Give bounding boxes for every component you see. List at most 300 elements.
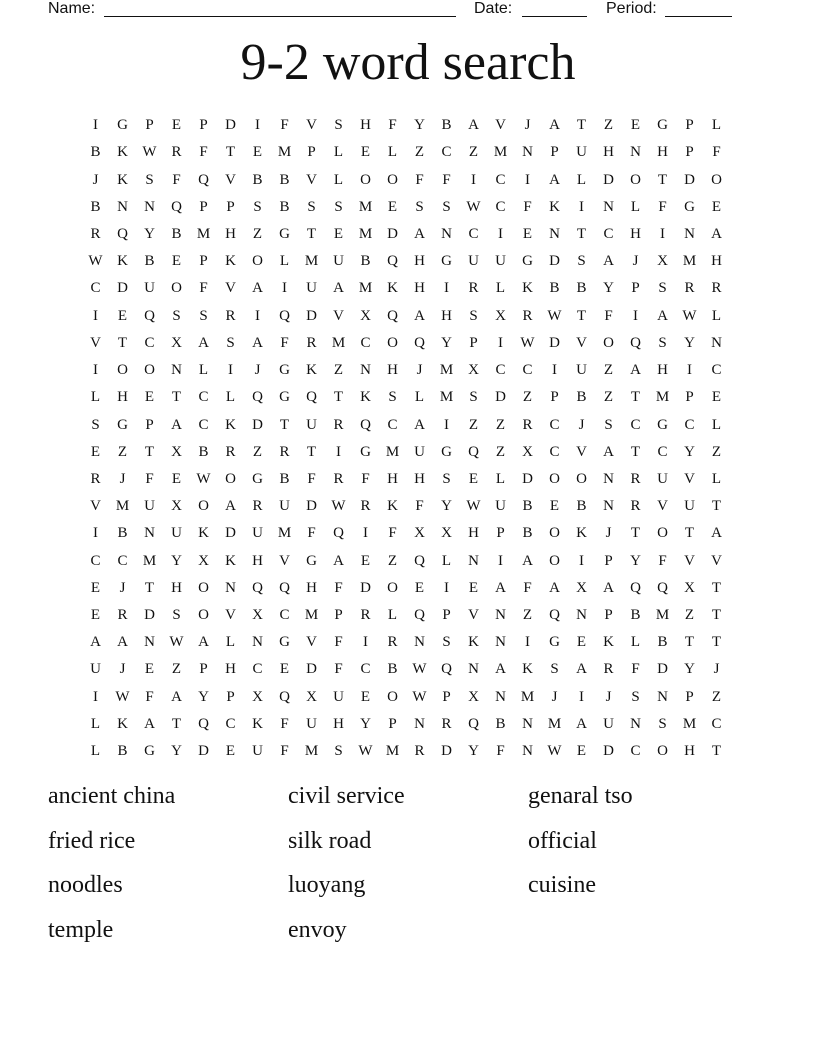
grid-letter: I bbox=[579, 552, 584, 569]
grid-letter: M bbox=[655, 607, 670, 624]
grid-letter: I bbox=[255, 117, 260, 134]
grid-letter: Z bbox=[495, 416, 506, 433]
grid-letter: Z bbox=[522, 607, 533, 624]
grid-letter: O bbox=[549, 470, 560, 487]
grid-letter: H bbox=[414, 470, 425, 487]
grid-letter: S bbox=[658, 280, 667, 297]
grid-letter: S bbox=[145, 171, 154, 188]
grid-letter: I bbox=[93, 117, 98, 134]
grid-letter: H bbox=[252, 552, 263, 569]
grid-letter: L bbox=[279, 253, 290, 270]
grid-letter: K bbox=[576, 525, 587, 542]
grid-letter: C bbox=[198, 416, 209, 433]
grid-letter: R bbox=[279, 443, 290, 460]
grid-letter: B bbox=[630, 607, 641, 624]
grid-letter: S bbox=[253, 198, 262, 215]
grid-letter: A bbox=[198, 334, 209, 351]
grid-letter: S bbox=[604, 416, 613, 433]
grid-letter: X bbox=[171, 498, 182, 515]
grid-letter: S bbox=[442, 198, 451, 215]
grid-letter: H bbox=[360, 117, 371, 134]
grid-letter: K bbox=[117, 171, 128, 188]
grid-letter: Q bbox=[468, 443, 479, 460]
grid-letter: B bbox=[279, 198, 290, 215]
grid-letter: A bbox=[495, 661, 506, 678]
grid-letter: C bbox=[252, 661, 263, 678]
grid-letter: R bbox=[414, 743, 425, 760]
grid-letter: Z bbox=[387, 552, 398, 569]
grid-letter: Y bbox=[414, 117, 425, 134]
grid-letter: J bbox=[632, 253, 639, 270]
grid-letter: N bbox=[630, 144, 641, 161]
grid-letter: U bbox=[603, 715, 614, 732]
grid-letter: Q bbox=[387, 307, 398, 324]
grid-letter: A bbox=[414, 416, 425, 433]
grid-letter: P bbox=[469, 334, 478, 351]
grid-letter: C bbox=[468, 225, 479, 242]
grid-letter: P bbox=[496, 525, 505, 542]
grid-letter: R bbox=[603, 661, 614, 678]
grid-letter: C bbox=[495, 362, 506, 379]
grid-letter: E bbox=[252, 144, 263, 161]
grid-letter: A bbox=[549, 579, 560, 596]
grid-letter: L bbox=[387, 144, 398, 161]
grid-letter: A bbox=[468, 117, 479, 134]
grid-letter: B bbox=[90, 198, 101, 215]
grid-letter: A bbox=[252, 334, 263, 351]
grid-letter: O bbox=[252, 253, 263, 270]
grid-letter: K bbox=[225, 253, 236, 270]
grid-letter: I bbox=[660, 225, 665, 242]
grid-letter: T bbox=[711, 607, 722, 624]
grid-letter: I bbox=[579, 688, 584, 705]
grid-letter: S bbox=[469, 389, 478, 406]
grid-letter: T bbox=[279, 416, 290, 433]
grid-letter: S bbox=[91, 416, 100, 433]
grid-letter: U bbox=[468, 253, 479, 270]
grid-letter: G bbox=[306, 552, 317, 569]
grid-letter: S bbox=[631, 688, 640, 705]
grid-letter: S bbox=[658, 715, 667, 732]
grid-letter: I bbox=[444, 579, 449, 596]
grid-letter: T bbox=[711, 579, 722, 596]
grid-letter: Y bbox=[360, 715, 371, 732]
grid-letter: B bbox=[144, 253, 155, 270]
grid-letter: B bbox=[117, 743, 128, 760]
grid-letter: O bbox=[144, 362, 155, 379]
grid-letter: Y bbox=[171, 743, 182, 760]
grid-letter: P bbox=[550, 389, 559, 406]
grid-letter: E bbox=[333, 225, 344, 242]
grid-letter: N bbox=[495, 607, 506, 624]
grid-letter: D bbox=[360, 579, 371, 596]
grid-letter: E bbox=[387, 198, 398, 215]
grid-letter: W bbox=[466, 498, 481, 515]
grid-letter: R bbox=[522, 307, 533, 324]
grid-letter: U bbox=[333, 253, 344, 270]
grid-letter: T bbox=[684, 634, 695, 651]
grid-letter: N bbox=[576, 607, 587, 624]
grid-letter: C bbox=[522, 362, 533, 379]
grid-letter: V bbox=[684, 470, 695, 487]
grid-letter: V bbox=[306, 634, 317, 651]
grid-letter: Z bbox=[171, 661, 182, 678]
grid-letter: V bbox=[711, 552, 722, 569]
grid-letter: W bbox=[412, 688, 427, 705]
grid-letter: F bbox=[604, 307, 613, 324]
grid-letter: D bbox=[306, 661, 317, 678]
grid-letter: L bbox=[198, 362, 209, 379]
grid-letter: J bbox=[605, 688, 612, 705]
grid-letter: H bbox=[225, 225, 236, 242]
grid-letter: N bbox=[117, 198, 128, 215]
grid-letter: O bbox=[198, 498, 209, 515]
grid-letter: K bbox=[603, 634, 614, 651]
grid-letter: O bbox=[657, 525, 668, 542]
grid-letter: F bbox=[415, 498, 424, 515]
grid-letter: R bbox=[333, 470, 344, 487]
grid-letter: O bbox=[549, 552, 560, 569]
grid-letter: H bbox=[117, 389, 128, 406]
grid-letter: I bbox=[579, 198, 584, 215]
grid-letter: T bbox=[576, 225, 587, 242]
grid-letter: C bbox=[387, 416, 398, 433]
grid-letter: P bbox=[604, 607, 613, 624]
grid-letter: E bbox=[144, 661, 155, 678]
grid-letter: O bbox=[117, 362, 128, 379]
grid-letter: G bbox=[549, 634, 560, 651]
grid-letter: V bbox=[576, 334, 587, 351]
grid-letter: X bbox=[441, 525, 452, 542]
grid-letter: G bbox=[117, 117, 128, 134]
grid-letter: F bbox=[631, 661, 640, 678]
grid-letter: Q bbox=[252, 389, 263, 406]
word-list-item: civil service bbox=[288, 783, 405, 809]
grid-letter: I bbox=[93, 525, 98, 542]
grid-letter: O bbox=[387, 688, 398, 705]
grid-letter: R bbox=[90, 470, 101, 487]
grid-letter: F bbox=[496, 743, 505, 760]
grid-letter: A bbox=[171, 416, 182, 433]
grid-letter: O bbox=[630, 171, 641, 188]
grid-letter: Q bbox=[117, 225, 128, 242]
word-list-item: ancient china bbox=[48, 783, 176, 809]
grid-letter: W bbox=[142, 144, 157, 161]
grid-letter: A bbox=[603, 579, 614, 596]
grid-letter: F bbox=[658, 552, 667, 569]
grid-letter: C bbox=[684, 416, 695, 433]
grid-letter: T bbox=[171, 715, 182, 732]
name-label: Name: bbox=[48, 0, 96, 17]
grid-letter: C bbox=[495, 198, 506, 215]
grid-letter: T bbox=[144, 579, 155, 596]
grid-letter: N bbox=[414, 634, 425, 651]
grid-letter: G bbox=[279, 362, 290, 379]
grid-letter: N bbox=[360, 362, 371, 379]
grid-letter: I bbox=[282, 280, 287, 297]
grid-letter: L bbox=[90, 743, 101, 760]
grid-letter: A bbox=[522, 552, 533, 569]
grid-letter: Q bbox=[279, 307, 290, 324]
grid-letter: T bbox=[657, 171, 668, 188]
grid-letter: C bbox=[495, 171, 506, 188]
grid-letter: B bbox=[117, 525, 128, 542]
grid-letter: N bbox=[441, 225, 452, 242]
grid-letter: I bbox=[498, 552, 503, 569]
grid-letter: I bbox=[498, 334, 503, 351]
grid-letter: E bbox=[144, 389, 155, 406]
grid-letter: C bbox=[711, 362, 722, 379]
grid-letter: M bbox=[358, 280, 373, 297]
grid-letter: R bbox=[360, 498, 371, 515]
grid-letter: H bbox=[414, 280, 425, 297]
grid-letter: T bbox=[630, 389, 641, 406]
grid-letter: L bbox=[90, 715, 101, 732]
grid-letter: C bbox=[279, 607, 290, 624]
grid-letter: T bbox=[576, 307, 587, 324]
grid-letter: E bbox=[576, 743, 587, 760]
grid-letter: O bbox=[576, 470, 587, 487]
grid-letter: B bbox=[279, 470, 290, 487]
grid-letter: D bbox=[549, 253, 560, 270]
grid-letter: E bbox=[171, 470, 182, 487]
grid-letter: N bbox=[603, 198, 614, 215]
grid-letter: M bbox=[304, 743, 319, 760]
grid-letter: Q bbox=[414, 552, 425, 569]
grid-letter: V bbox=[90, 498, 101, 515]
grid-letter: N bbox=[252, 634, 263, 651]
grid-letter: Z bbox=[603, 389, 614, 406]
grid-letter: N bbox=[468, 661, 479, 678]
grid-letter: H bbox=[171, 579, 182, 596]
grid-letter: J bbox=[551, 688, 558, 705]
grid-letter: Z bbox=[414, 144, 425, 161]
grid-letter: H bbox=[387, 362, 398, 379]
grid-letter: A bbox=[549, 117, 560, 134]
grid-letter: Q bbox=[414, 334, 425, 351]
grid-letter: B bbox=[495, 715, 506, 732]
grid-letter: M bbox=[547, 715, 562, 732]
grid-letter: A bbox=[90, 634, 101, 651]
grid-letter: P bbox=[226, 688, 235, 705]
grid-letter: I bbox=[471, 171, 476, 188]
grid-letter: L bbox=[711, 307, 722, 324]
grid-letter: D bbox=[603, 171, 614, 188]
grid-letter: Z bbox=[522, 389, 533, 406]
grid-letter: R bbox=[306, 334, 317, 351]
grid-letter: F bbox=[280, 334, 289, 351]
period-label: Period: bbox=[606, 0, 657, 17]
grid-letter: U bbox=[576, 362, 587, 379]
grid-letter: Q bbox=[630, 579, 641, 596]
grid-letter: U bbox=[306, 280, 317, 297]
grid-letter: C bbox=[657, 443, 668, 460]
grid-letter: Y bbox=[171, 552, 182, 569]
grid-letter: C bbox=[90, 280, 101, 297]
word-list-item: envoy bbox=[288, 916, 347, 943]
grid-letter: D bbox=[225, 117, 236, 134]
grid-letter: K bbox=[522, 661, 533, 678]
grid-letter: K bbox=[252, 715, 263, 732]
grid-letter: N bbox=[522, 715, 533, 732]
grid-letter: E bbox=[360, 552, 371, 569]
grid-letter: B bbox=[198, 443, 209, 460]
grid-letter: Z bbox=[495, 443, 506, 460]
grid-letter: I bbox=[525, 634, 530, 651]
grid-letter: U bbox=[171, 525, 182, 542]
grid-letter: B bbox=[657, 634, 668, 651]
grid-letter: N bbox=[468, 552, 479, 569]
grid-letter: J bbox=[119, 661, 126, 678]
grid-letter: K bbox=[225, 416, 236, 433]
grid-letter: D bbox=[306, 307, 317, 324]
grid-letter: A bbox=[333, 552, 344, 569]
grid-letter: B bbox=[576, 280, 587, 297]
grid-letter: A bbox=[603, 253, 614, 270]
grid-letter: F bbox=[388, 117, 397, 134]
grid-letter: L bbox=[630, 634, 641, 651]
grid-letter: U bbox=[90, 661, 101, 678]
grid-letter: B bbox=[549, 280, 560, 297]
grid-letter: S bbox=[442, 634, 451, 651]
grid-letter: B bbox=[576, 389, 587, 406]
grid-letter: K bbox=[117, 253, 128, 270]
grid-letter: P bbox=[145, 416, 154, 433]
grid-letter: W bbox=[88, 253, 103, 270]
grid-letter: N bbox=[684, 225, 695, 242]
grid-letter: N bbox=[144, 525, 155, 542]
grid-letter: M bbox=[277, 525, 292, 542]
grid-letter: A bbox=[576, 661, 587, 678]
grid-letter: S bbox=[307, 198, 316, 215]
grid-letter: E bbox=[90, 607, 101, 624]
grid-letter: B bbox=[171, 225, 182, 242]
grid-letter: G bbox=[684, 198, 695, 215]
grid-letter: H bbox=[333, 715, 344, 732]
grid-letter: P bbox=[388, 715, 397, 732]
grid-letter: Q bbox=[252, 579, 263, 596]
grid-letter: A bbox=[630, 362, 641, 379]
grid-letter: S bbox=[199, 307, 208, 324]
grid-letter: V bbox=[576, 443, 587, 460]
grid-letter: G bbox=[522, 253, 533, 270]
grid-letter: O bbox=[198, 607, 209, 624]
grid-letter: A bbox=[576, 715, 587, 732]
grid-letter: D bbox=[549, 334, 560, 351]
grid-letter: P bbox=[685, 117, 694, 134]
grid-letter: R bbox=[630, 498, 641, 515]
grid-letter: M bbox=[439, 389, 454, 406]
grid-letter: U bbox=[414, 443, 425, 460]
grid-letter: S bbox=[172, 307, 181, 324]
grid-letter: Q bbox=[630, 334, 641, 351]
grid-letter: L bbox=[711, 416, 722, 433]
grid-letter: P bbox=[442, 688, 451, 705]
grid-letter: N bbox=[144, 634, 155, 651]
grid-letter: N bbox=[414, 715, 425, 732]
grid-letter: P bbox=[307, 144, 316, 161]
grid-letter: T bbox=[711, 743, 722, 760]
grid-letter: B bbox=[522, 498, 533, 515]
grid-letter: S bbox=[469, 307, 478, 324]
grid-letter: Q bbox=[198, 171, 209, 188]
grid-letter: N bbox=[225, 579, 236, 596]
grid-letter: Q bbox=[549, 607, 560, 624]
grid-letter: J bbox=[578, 416, 585, 433]
grid-letter: I bbox=[498, 225, 503, 242]
grid-letter: Q bbox=[387, 253, 398, 270]
grid-letter: O bbox=[549, 525, 560, 542]
grid-letter: S bbox=[334, 743, 343, 760]
grid-letter: T bbox=[711, 634, 722, 651]
grid-letter: R bbox=[225, 443, 236, 460]
grid-letter: E bbox=[171, 253, 182, 270]
grid-letter: W bbox=[358, 743, 373, 760]
word-list bbox=[48, 774, 768, 952]
grid-letter: V bbox=[225, 280, 236, 297]
grid-letter: N bbox=[603, 470, 614, 487]
grid-letter: Y bbox=[441, 498, 452, 515]
grid-letter: A bbox=[657, 307, 668, 324]
word-list-item: genaral tso bbox=[528, 783, 633, 809]
grid-letter: V bbox=[684, 552, 695, 569]
grid-letter: J bbox=[119, 579, 126, 596]
grid-letter: U bbox=[306, 715, 317, 732]
grid-letter: E bbox=[414, 579, 425, 596]
grid-letter: D bbox=[252, 416, 263, 433]
grid-letter: P bbox=[199, 198, 208, 215]
grid-letter: Q bbox=[279, 688, 290, 705]
grid-letter: R bbox=[684, 280, 695, 297]
grid-letter: K bbox=[198, 525, 209, 542]
grid-letter: J bbox=[254, 362, 261, 379]
grid-letter: M bbox=[655, 389, 670, 406]
grid-letter: G bbox=[657, 117, 668, 134]
grid-letter: B bbox=[522, 525, 533, 542]
grid-letter: F bbox=[199, 280, 208, 297]
grid-letter: E bbox=[576, 634, 587, 651]
grid-letter: U bbox=[306, 416, 317, 433]
grid-letter: F bbox=[334, 661, 343, 678]
grid-letter: L bbox=[711, 117, 722, 134]
grid-letter: Z bbox=[333, 362, 344, 379]
grid-letter: F bbox=[145, 688, 154, 705]
grid-letter: I bbox=[336, 443, 341, 460]
grid-letter: V bbox=[495, 117, 506, 134]
grid-letter: F bbox=[280, 743, 289, 760]
grid-letter: V bbox=[90, 334, 101, 351]
grid-letter: L bbox=[495, 280, 506, 297]
grid-letter: M bbox=[439, 362, 454, 379]
grid-letter: X bbox=[684, 579, 695, 596]
grid-letter: E bbox=[117, 307, 128, 324]
grid-letter: A bbox=[711, 225, 722, 242]
grid-letter: X bbox=[468, 688, 479, 705]
grid-letter: K bbox=[117, 715, 128, 732]
grid-letter: E bbox=[549, 498, 560, 515]
grid-letter: V bbox=[306, 117, 317, 134]
grid-letter: W bbox=[520, 334, 535, 351]
grid-letter: H bbox=[306, 579, 317, 596]
grid-letter: R bbox=[630, 470, 641, 487]
grid-letter: G bbox=[117, 416, 128, 433]
grid-letter: J bbox=[416, 362, 423, 379]
grid-letter: C bbox=[630, 743, 641, 760]
grid-letter: O bbox=[360, 171, 371, 188]
grid-letter: T bbox=[576, 117, 587, 134]
grid-letter: W bbox=[466, 198, 481, 215]
grid-letter: Y bbox=[441, 334, 452, 351]
